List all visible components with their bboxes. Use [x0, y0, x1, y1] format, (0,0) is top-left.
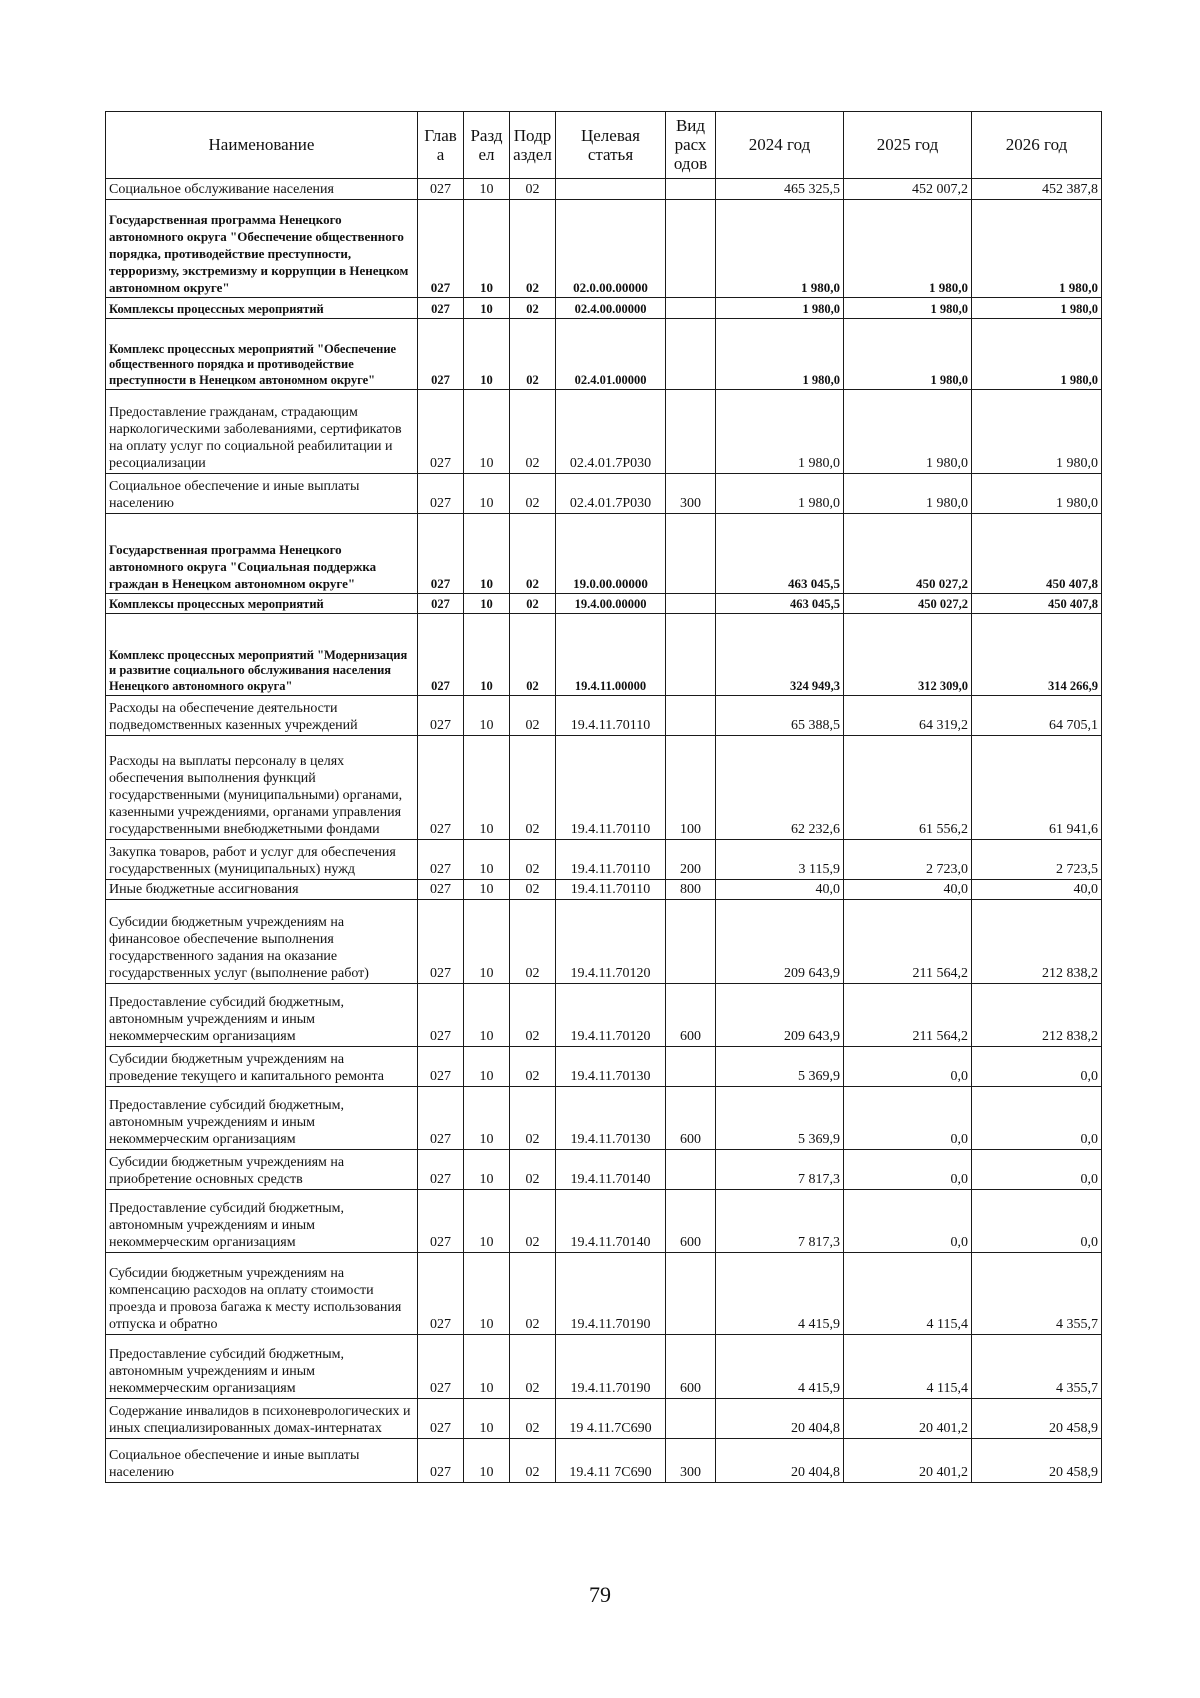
- row-amount-2025: 64 319,2: [844, 696, 972, 736]
- row-amount-2025: 0,0: [844, 1150, 972, 1190]
- row-amount-2024: 40,0: [716, 880, 844, 900]
- table-row: [106, 319, 1102, 390]
- table-row: [106, 474, 1102, 514]
- row-amount-2025: 4 115,4: [844, 1253, 972, 1335]
- row-celevaya-statya: 19.4.11.70130: [556, 1087, 666, 1150]
- row-celevaya-statya: 19.4.11.70110: [556, 880, 666, 900]
- row-amount-2024: 7 817,3: [716, 1190, 844, 1253]
- row-amount-2024: 7 817,3: [716, 1150, 844, 1190]
- row-glava: 027: [418, 1399, 464, 1439]
- table-row: [106, 1439, 1102, 1483]
- row-glava: 027: [418, 880, 464, 900]
- row-celevaya-statya: 19.4.11.00000: [556, 614, 666, 696]
- row-celevaya-statya: 02.4.00.00000: [556, 298, 666, 319]
- row-vid-rashodov: 300: [666, 1439, 716, 1483]
- row-vid-rashodov: 600: [666, 1190, 716, 1253]
- row-amount-2026: 452 387,8: [972, 179, 1102, 200]
- row-celevaya-statya: 19.4.00.00000: [556, 594, 666, 614]
- table-header: [106, 112, 1102, 179]
- row-amount-2024: 463 045,5: [716, 594, 844, 614]
- row-amount-2024: 1 980,0: [716, 298, 844, 319]
- row-amount-2026: 0,0: [972, 1047, 1102, 1087]
- row-amount-2025: 1 980,0: [844, 200, 972, 298]
- row-glava: 027: [418, 1150, 464, 1190]
- row-amount-2025: 1 980,0: [844, 390, 972, 474]
- row-amount-2024: 463 045,5: [716, 514, 844, 594]
- row-razdel: 10: [464, 179, 510, 200]
- table-row: [106, 1150, 1102, 1190]
- row-razdel: 10: [464, 1399, 510, 1439]
- row-amount-2025: 0,0: [844, 1190, 972, 1253]
- row-name: Субсидии бюджетным учреждениям на проведение текущего и капитального ремонта: [106, 1047, 418, 1087]
- row-vid-rashodov: [666, 1150, 716, 1190]
- row-amount-2026: 314 266,9: [972, 614, 1102, 696]
- row-name: Предоставление гражданам, страдающим наркологическими заболеваниями, сертификатов на оплату услуг по социальной реабилитации и ресоциализации: [106, 390, 418, 474]
- row-podrazdel: 02: [510, 474, 556, 514]
- table-row: [106, 390, 1102, 474]
- row-razdel: 10: [464, 1335, 510, 1399]
- header-podrazdel: Подр аздел: [510, 112, 556, 179]
- row-razdel: 10: [464, 1087, 510, 1150]
- row-name: Предоставление субсидий бюджетным, автономным учреждениям и иным некоммерческим организациям: [106, 1335, 418, 1399]
- row-name: Предоставление субсидий бюджетным, автономным учреждениям и иным некоммерческим организациям: [106, 1087, 418, 1150]
- row-amount-2024: 5 369,9: [716, 1047, 844, 1087]
- row-amount-2026: 61 941,6: [972, 736, 1102, 840]
- row-razdel: 10: [464, 984, 510, 1047]
- row-amount-2026: 40,0: [972, 880, 1102, 900]
- row-name: Социальное обслуживание населения: [106, 179, 418, 200]
- row-celevaya-statya: [556, 179, 666, 200]
- row-celevaya-statya: 19 4.11.7С690: [556, 1399, 666, 1439]
- row-podrazdel: 02: [510, 390, 556, 474]
- row-name: Комплексы процессных мероприятий: [106, 298, 418, 319]
- row-glava: 027: [418, 1087, 464, 1150]
- header-razdel: Разд ел: [464, 112, 510, 179]
- row-vid-rashodov: [666, 900, 716, 984]
- row-name: Субсидии бюджетным учреждениям на приобретение основных средств: [106, 1150, 418, 1190]
- row-razdel: 10: [464, 614, 510, 696]
- row-amount-2024: 209 643,9: [716, 984, 844, 1047]
- row-amount-2026: 1 980,0: [972, 474, 1102, 514]
- row-amount-2025: 2 723,0: [844, 840, 972, 880]
- row-glava: 027: [418, 474, 464, 514]
- row-amount-2026: 20 458,9: [972, 1399, 1102, 1439]
- row-amount-2025: 450 027,2: [844, 514, 972, 594]
- row-podrazdel: 02: [510, 200, 556, 298]
- row-name: Комплексы процессных мероприятий: [106, 594, 418, 614]
- row-razdel: 10: [464, 1190, 510, 1253]
- row-amount-2024: 5 369,9: [716, 1087, 844, 1150]
- table-row: [106, 1335, 1102, 1399]
- row-name: Комплекс процессных мероприятий "Обеспечение общественного порядка и противодействие преступности в Ненецком автономном округе": [106, 319, 418, 390]
- row-amount-2026: 4 355,7: [972, 1335, 1102, 1399]
- row-glava: 027: [418, 390, 464, 474]
- row-celevaya-statya: 19.4.11.70110: [556, 840, 666, 880]
- row-vid-rashodov: 200: [666, 840, 716, 880]
- row-vid-rashodov: 600: [666, 984, 716, 1047]
- row-vid-rashodov: 600: [666, 1335, 716, 1399]
- row-vid-rashodov: 600: [666, 1087, 716, 1150]
- row-amount-2026: 1 980,0: [972, 298, 1102, 319]
- table-row: [106, 179, 1102, 200]
- header-vid-rashodov: Вид расх одов: [666, 112, 716, 179]
- row-amount-2024: 20 404,8: [716, 1399, 844, 1439]
- row-vid-rashodov: [666, 696, 716, 736]
- row-podrazdel: 02: [510, 1399, 556, 1439]
- row-amount-2025: 450 027,2: [844, 594, 972, 614]
- row-podrazdel: 02: [510, 1047, 556, 1087]
- row-glava: 027: [418, 696, 464, 736]
- row-razdel: 10: [464, 298, 510, 319]
- row-razdel: 10: [464, 319, 510, 390]
- row-name: Субсидии бюджетным учреждениям на финансовое обеспечение выполнения государственного задания на оказание государственных услуг (выполнение работ): [106, 900, 418, 984]
- row-celevaya-statya: 19.4.11.70190: [556, 1335, 666, 1399]
- row-amount-2026: 450 407,8: [972, 594, 1102, 614]
- row-celevaya-statya: 19.4.11.70110: [556, 696, 666, 736]
- row-amount-2026: 1 980,0: [972, 200, 1102, 298]
- table-row: [106, 614, 1102, 696]
- table-row: [106, 1190, 1102, 1253]
- row-amount-2025: 61 556,2: [844, 736, 972, 840]
- table-row: [106, 298, 1102, 319]
- row-celevaya-statya: 19.4.11.70190: [556, 1253, 666, 1335]
- header-2026: 2026 год: [972, 112, 1102, 179]
- row-podrazdel: 02: [510, 1190, 556, 1253]
- row-name: Комплекс процессных мероприятий "Модернизация и развитие социального обслуживания населения Ненецкого автономного округа": [106, 614, 418, 696]
- row-name: Закупка товаров, работ и услуг для обеспечения государственных (муниципальных) нужд: [106, 840, 418, 880]
- header-row: [106, 112, 1102, 179]
- row-podrazdel: 02: [510, 880, 556, 900]
- row-amount-2026: 0,0: [972, 1150, 1102, 1190]
- row-amount-2026: 0,0: [972, 1087, 1102, 1150]
- row-amount-2025: 1 980,0: [844, 298, 972, 319]
- row-amount-2025: 1 980,0: [844, 319, 972, 390]
- row-vid-rashodov: [666, 594, 716, 614]
- row-name: Иные бюджетные ассигнования: [106, 880, 418, 900]
- row-vid-rashodov: 300: [666, 474, 716, 514]
- row-name: Расходы на обеспечение деятельности подведомственных казенных учреждений: [106, 696, 418, 736]
- row-amount-2025: 452 007,2: [844, 179, 972, 200]
- row-glava: 027: [418, 594, 464, 614]
- row-podrazdel: 02: [510, 1087, 556, 1150]
- row-podrazdel: 02: [510, 319, 556, 390]
- row-amount-2025: 211 564,2: [844, 900, 972, 984]
- row-amount-2024: 1 980,0: [716, 319, 844, 390]
- row-podrazdel: 02: [510, 614, 556, 696]
- row-amount-2026: 1 980,0: [972, 319, 1102, 390]
- budget-table: [105, 111, 1102, 1483]
- table-body: [106, 179, 1102, 1483]
- table-row: [106, 900, 1102, 984]
- row-podrazdel: 02: [510, 1253, 556, 1335]
- row-glava: 027: [418, 984, 464, 1047]
- row-amount-2025: 1 980,0: [844, 474, 972, 514]
- row-razdel: 10: [464, 200, 510, 298]
- table-row: [106, 880, 1102, 900]
- row-name: Субсидии бюджетным учреждениям на компенсацию расходов на оплату стоимости проезда и провоза багажа к месту использования отпуска и обратно: [106, 1253, 418, 1335]
- row-vid-rashodov: [666, 1047, 716, 1087]
- row-amount-2024: 4 415,9: [716, 1335, 844, 1399]
- row-vid-rashodov: [666, 179, 716, 200]
- row-amount-2026: 64 705,1: [972, 696, 1102, 736]
- row-name: Государственная программа Ненецкого автономного округа "Социальная поддержка граждан в Ненецком автономном округе": [106, 514, 418, 594]
- header-celevaya-statya: Целевая статья: [556, 112, 666, 179]
- row-podrazdel: 02: [510, 298, 556, 319]
- row-amount-2026: 1 980,0: [972, 390, 1102, 474]
- row-vid-rashodov: [666, 514, 716, 594]
- row-amount-2026: 20 458,9: [972, 1439, 1102, 1483]
- row-name: Содержание инвалидов в психоневрологических и иных специализированных домах-интернатах: [106, 1399, 418, 1439]
- row-amount-2026: 4 355,7: [972, 1253, 1102, 1335]
- row-razdel: 10: [464, 900, 510, 984]
- row-celevaya-statya: 02.4.01.7Р030: [556, 390, 666, 474]
- row-celevaya-statya: 19.4.11.70120: [556, 984, 666, 1047]
- header-2024: 2024 год: [716, 112, 844, 179]
- row-celevaya-statya: 19.4.11.70140: [556, 1150, 666, 1190]
- row-amount-2025: 20 401,2: [844, 1399, 972, 1439]
- page-number: 79: [589, 1582, 611, 1607]
- row-vid-rashodov: [666, 1399, 716, 1439]
- table-row: [106, 984, 1102, 1047]
- row-amount-2025: 20 401,2: [844, 1439, 972, 1483]
- table-row: [106, 1087, 1102, 1150]
- row-razdel: 10: [464, 736, 510, 840]
- row-vid-rashodov: [666, 614, 716, 696]
- row-amount-2024: 62 232,6: [716, 736, 844, 840]
- row-vid-rashodov: 100: [666, 736, 716, 840]
- row-razdel: 10: [464, 474, 510, 514]
- row-glava: 027: [418, 840, 464, 880]
- row-name: Социальное обеспечение и иные выплаты населению: [106, 1439, 418, 1483]
- row-podrazdel: 02: [510, 900, 556, 984]
- table-row: [106, 200, 1102, 298]
- row-glava: 027: [418, 514, 464, 594]
- row-razdel: 10: [464, 880, 510, 900]
- row-celevaya-statya: 19.4.11 7С690: [556, 1439, 666, 1483]
- row-amount-2025: 4 115,4: [844, 1335, 972, 1399]
- row-amount-2024: 65 388,5: [716, 696, 844, 736]
- table-row: [106, 1047, 1102, 1087]
- row-amount-2026: 450 407,8: [972, 514, 1102, 594]
- row-glava: 027: [418, 298, 464, 319]
- row-amount-2025: 211 564,2: [844, 984, 972, 1047]
- row-amount-2025: 40,0: [844, 880, 972, 900]
- row-glava: 027: [418, 179, 464, 200]
- row-podrazdel: 02: [510, 1335, 556, 1399]
- row-razdel: 10: [464, 696, 510, 736]
- row-vid-rashodov: 800: [666, 880, 716, 900]
- row-celevaya-statya: 19.4.11.70110: [556, 736, 666, 840]
- row-vid-rashodov: [666, 298, 716, 319]
- row-podrazdel: 02: [510, 594, 556, 614]
- row-amount-2024: 3 115,9: [716, 840, 844, 880]
- row-amount-2024: 465 325,5: [716, 179, 844, 200]
- row-name: Предоставление субсидий бюджетным, автономным учреждениям и иным некоммерческим организациям: [106, 1190, 418, 1253]
- row-razdel: 10: [464, 1253, 510, 1335]
- row-podrazdel: 02: [510, 514, 556, 594]
- row-razdel: 10: [464, 840, 510, 880]
- row-celevaya-statya: 02.4.01.00000: [556, 319, 666, 390]
- row-glava: 027: [418, 319, 464, 390]
- row-celevaya-statya: 02.0.00.00000: [556, 200, 666, 298]
- row-podrazdel: 02: [510, 179, 556, 200]
- row-vid-rashodov: [666, 1253, 716, 1335]
- row-vid-rashodov: [666, 319, 716, 390]
- row-glava: 027: [418, 1335, 464, 1399]
- row-name: Социальное обеспечение и иные выплаты населению: [106, 474, 418, 514]
- row-podrazdel: 02: [510, 1150, 556, 1190]
- row-razdel: 10: [464, 1047, 510, 1087]
- row-glava: 027: [418, 736, 464, 840]
- row-razdel: 10: [464, 1150, 510, 1190]
- row-razdel: 10: [464, 514, 510, 594]
- row-amount-2026: 212 838,2: [972, 984, 1102, 1047]
- table-row: [106, 1399, 1102, 1439]
- row-vid-rashodov: [666, 200, 716, 298]
- row-name: Расходы на выплаты персоналу в целях обеспечения выполнения функций государственными (муниципальными) органами, казенными учреждениями, органами управления государственными внебюджетными фондами: [106, 736, 418, 840]
- row-celevaya-statya: 19.4.11.70120: [556, 900, 666, 984]
- row-amount-2024: 1 980,0: [716, 474, 844, 514]
- row-celevaya-statya: 19.4.11.70130: [556, 1047, 666, 1087]
- row-celevaya-statya: 19.0.00.00000: [556, 514, 666, 594]
- row-glava: 027: [418, 1047, 464, 1087]
- row-glava: 027: [418, 200, 464, 298]
- row-amount-2024: 209 643,9: [716, 900, 844, 984]
- row-celevaya-statya: 02.4.01.7Р030: [556, 474, 666, 514]
- header-2025: 2025 год: [844, 112, 972, 179]
- table-row: [106, 696, 1102, 736]
- row-podrazdel: 02: [510, 1439, 556, 1483]
- table-row: [106, 736, 1102, 840]
- row-podrazdel: 02: [510, 840, 556, 880]
- row-name: Предоставление субсидий бюджетным, автономным учреждениям и иным некоммерческим организациям: [106, 984, 418, 1047]
- row-glava: 027: [418, 614, 464, 696]
- table-row: [106, 1253, 1102, 1335]
- row-glava: 027: [418, 1253, 464, 1335]
- row-celevaya-statya: 19.4.11.70140: [556, 1190, 666, 1253]
- row-podrazdel: 02: [510, 696, 556, 736]
- row-amount-2024: 1 980,0: [716, 390, 844, 474]
- row-amount-2024: 1 980,0: [716, 200, 844, 298]
- table-row: [106, 594, 1102, 614]
- table-row: [106, 514, 1102, 594]
- row-amount-2026: 212 838,2: [972, 900, 1102, 984]
- row-amount-2025: 312 309,0: [844, 614, 972, 696]
- row-razdel: 10: [464, 594, 510, 614]
- row-podrazdel: 02: [510, 736, 556, 840]
- row-amount-2024: 20 404,8: [716, 1439, 844, 1483]
- row-amount-2026: 2 723,5: [972, 840, 1102, 880]
- row-razdel: 10: [464, 1439, 510, 1483]
- row-amount-2026: 0,0: [972, 1190, 1102, 1253]
- header-name: Наименование: [106, 112, 418, 179]
- row-vid-rashodov: [666, 390, 716, 474]
- row-glava: 027: [418, 1439, 464, 1483]
- row-razdel: 10: [464, 390, 510, 474]
- table-row: [106, 840, 1102, 880]
- row-glava: 027: [418, 900, 464, 984]
- header-glava: Глав а: [418, 112, 464, 179]
- row-name: Государственная программа Ненецкого автономного округа "Обеспечение общественного порядка, противодействие преступности, терроризму, экстремизму и коррупции в Ненецком автономном округе": [106, 200, 418, 298]
- row-glava: 027: [418, 1190, 464, 1253]
- row-amount-2024: 4 415,9: [716, 1253, 844, 1335]
- row-amount-2024: 324 949,3: [716, 614, 844, 696]
- row-podrazdel: 02: [510, 984, 556, 1047]
- row-amount-2025: 0,0: [844, 1047, 972, 1087]
- row-amount-2025: 0,0: [844, 1087, 972, 1150]
